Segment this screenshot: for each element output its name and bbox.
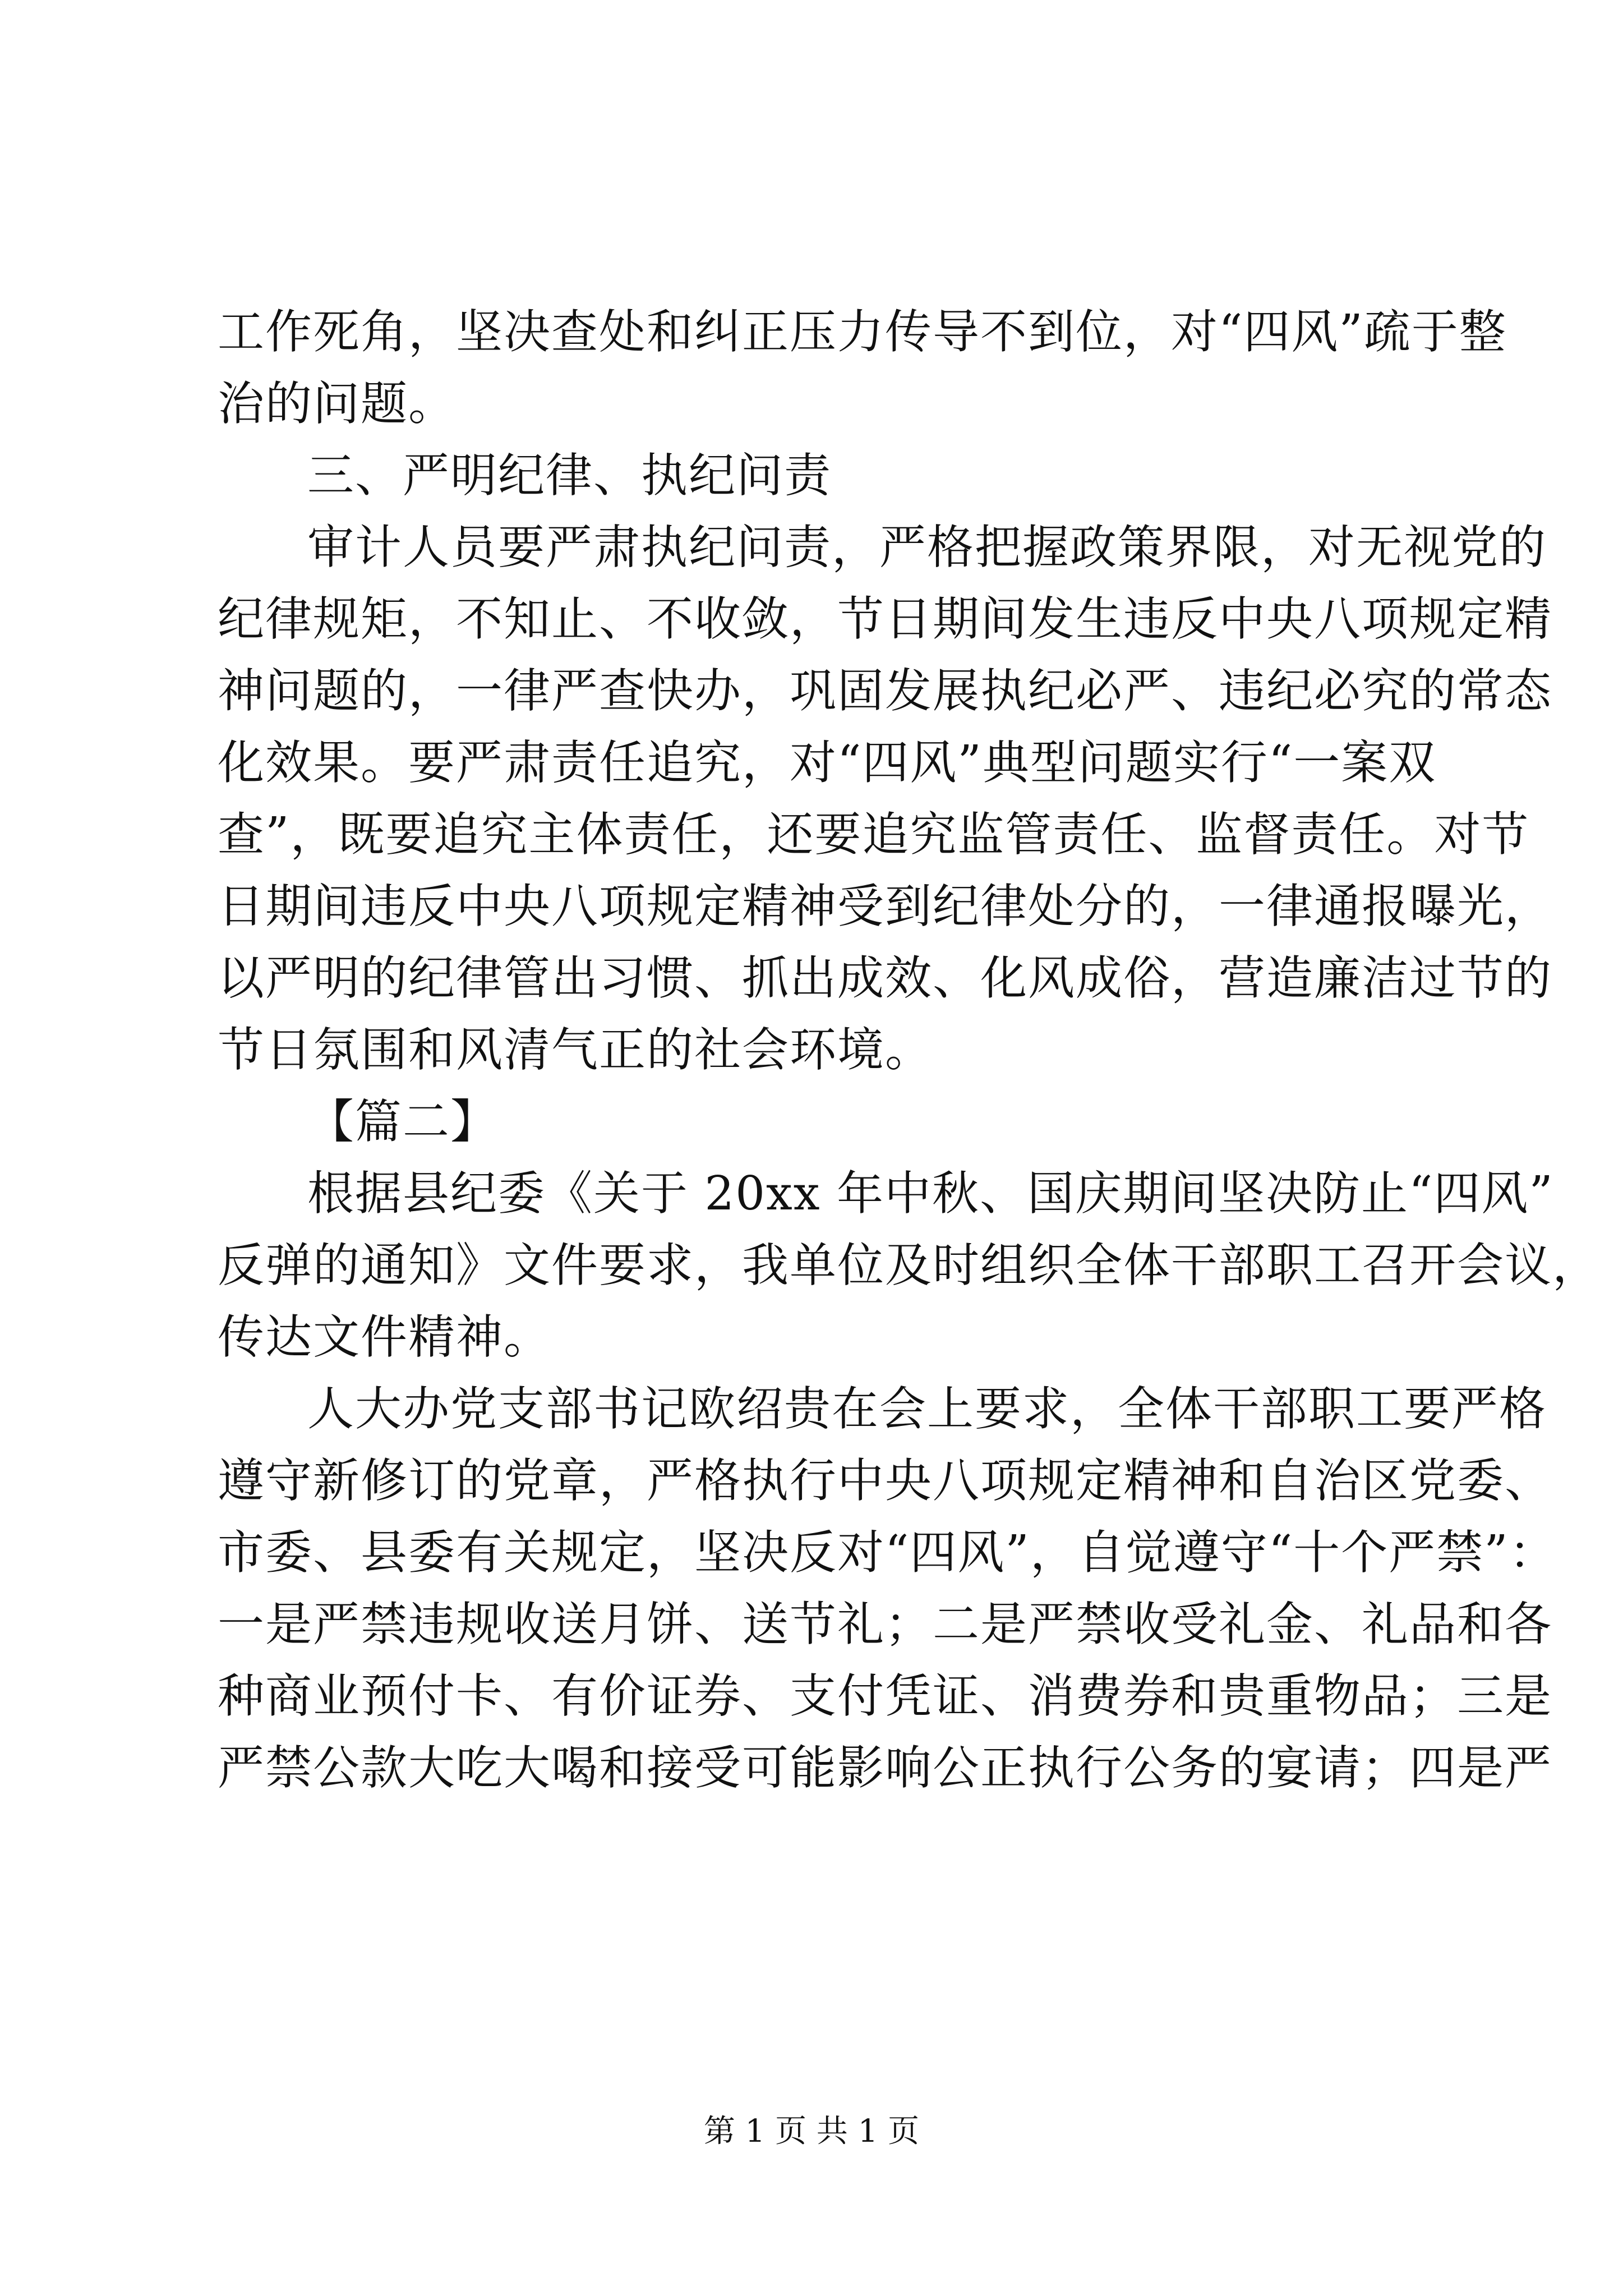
text-line-10: 以严明的纪律管出习惯、抓出成效、化风成俗，营造廉洁过节的 [218,951,1552,1005]
text-line-17: 遵守新修订的党章，严格执行中央八项规定精神和自治区党委、 [218,1453,1552,1508]
text-line-1: 工作死角，坚决查处和纠正压力传导不到位，对“四风”疏于整 [218,305,1507,359]
text-line-8: 查”，既要追究主体责任，还要追究监管责任、监督责任。对节 [218,807,1530,862]
text-line-21: 严禁公款大吃大喝和接受可能影响公正执行公务的宴请；四是严 [218,1741,1552,1795]
page-number-label: 第 1 页 共 1 页 [703,2113,920,2150]
text-line-9: 日期间违反中央八项规定精神受到纪律处分的，一律通报曝光， [218,879,1552,933]
text-line-5: 纪律规矩，不知止、不收敛，节日期间发生违反中央八项规定精 [218,592,1552,646]
text-line-18: 市委、县委有关规定，坚决反对“四风”，自觉遵守“十个严禁”： [218,1525,1557,1580]
text-line-13: 根据县纪委《关于 20xx 年中秋、国庆期间坚决防止“四风” [307,1166,1554,1221]
text-line-11: 节日氛围和风清气正的社会环境。 [218,1023,933,1077]
text-line-7: 化效果。要严肃责任追究，对“四风”典型问题实行“一案双 [218,735,1437,790]
text-line-20: 种商业预付卡、有价证券、支付凭证、消费券和贵重物品；三是 [218,1669,1552,1723]
section-heading: 三、严明纪律、执纪问责 [307,448,832,503]
text-line-15: 传达文件精神。 [218,1310,551,1364]
part-heading: 【篇二】 [307,1094,498,1149]
text-line-6: 神问题的，一律严查快办，巩固发展执纪必严、违纪必究的常态 [218,664,1552,718]
page-footer [0,2109,1623,2154]
text-line-19: 一是严禁违规收送月饼、送节礼；二是严禁收受礼金、礼品和各 [218,1597,1552,1651]
text-line-2: 治的问题。 [218,376,456,431]
text-line-16: 人大办党支部书记欧绍贵在会上要求，全体干部职工要严格 [307,1382,1547,1436]
text-line-4: 审计人员要严肃执纪问责，严格把握政策界限，对无视党的 [307,520,1547,574]
text-line-14: 反弹的通知》文件要求，我单位及时组织全体干部职工召开会议， [218,1238,1600,1292]
